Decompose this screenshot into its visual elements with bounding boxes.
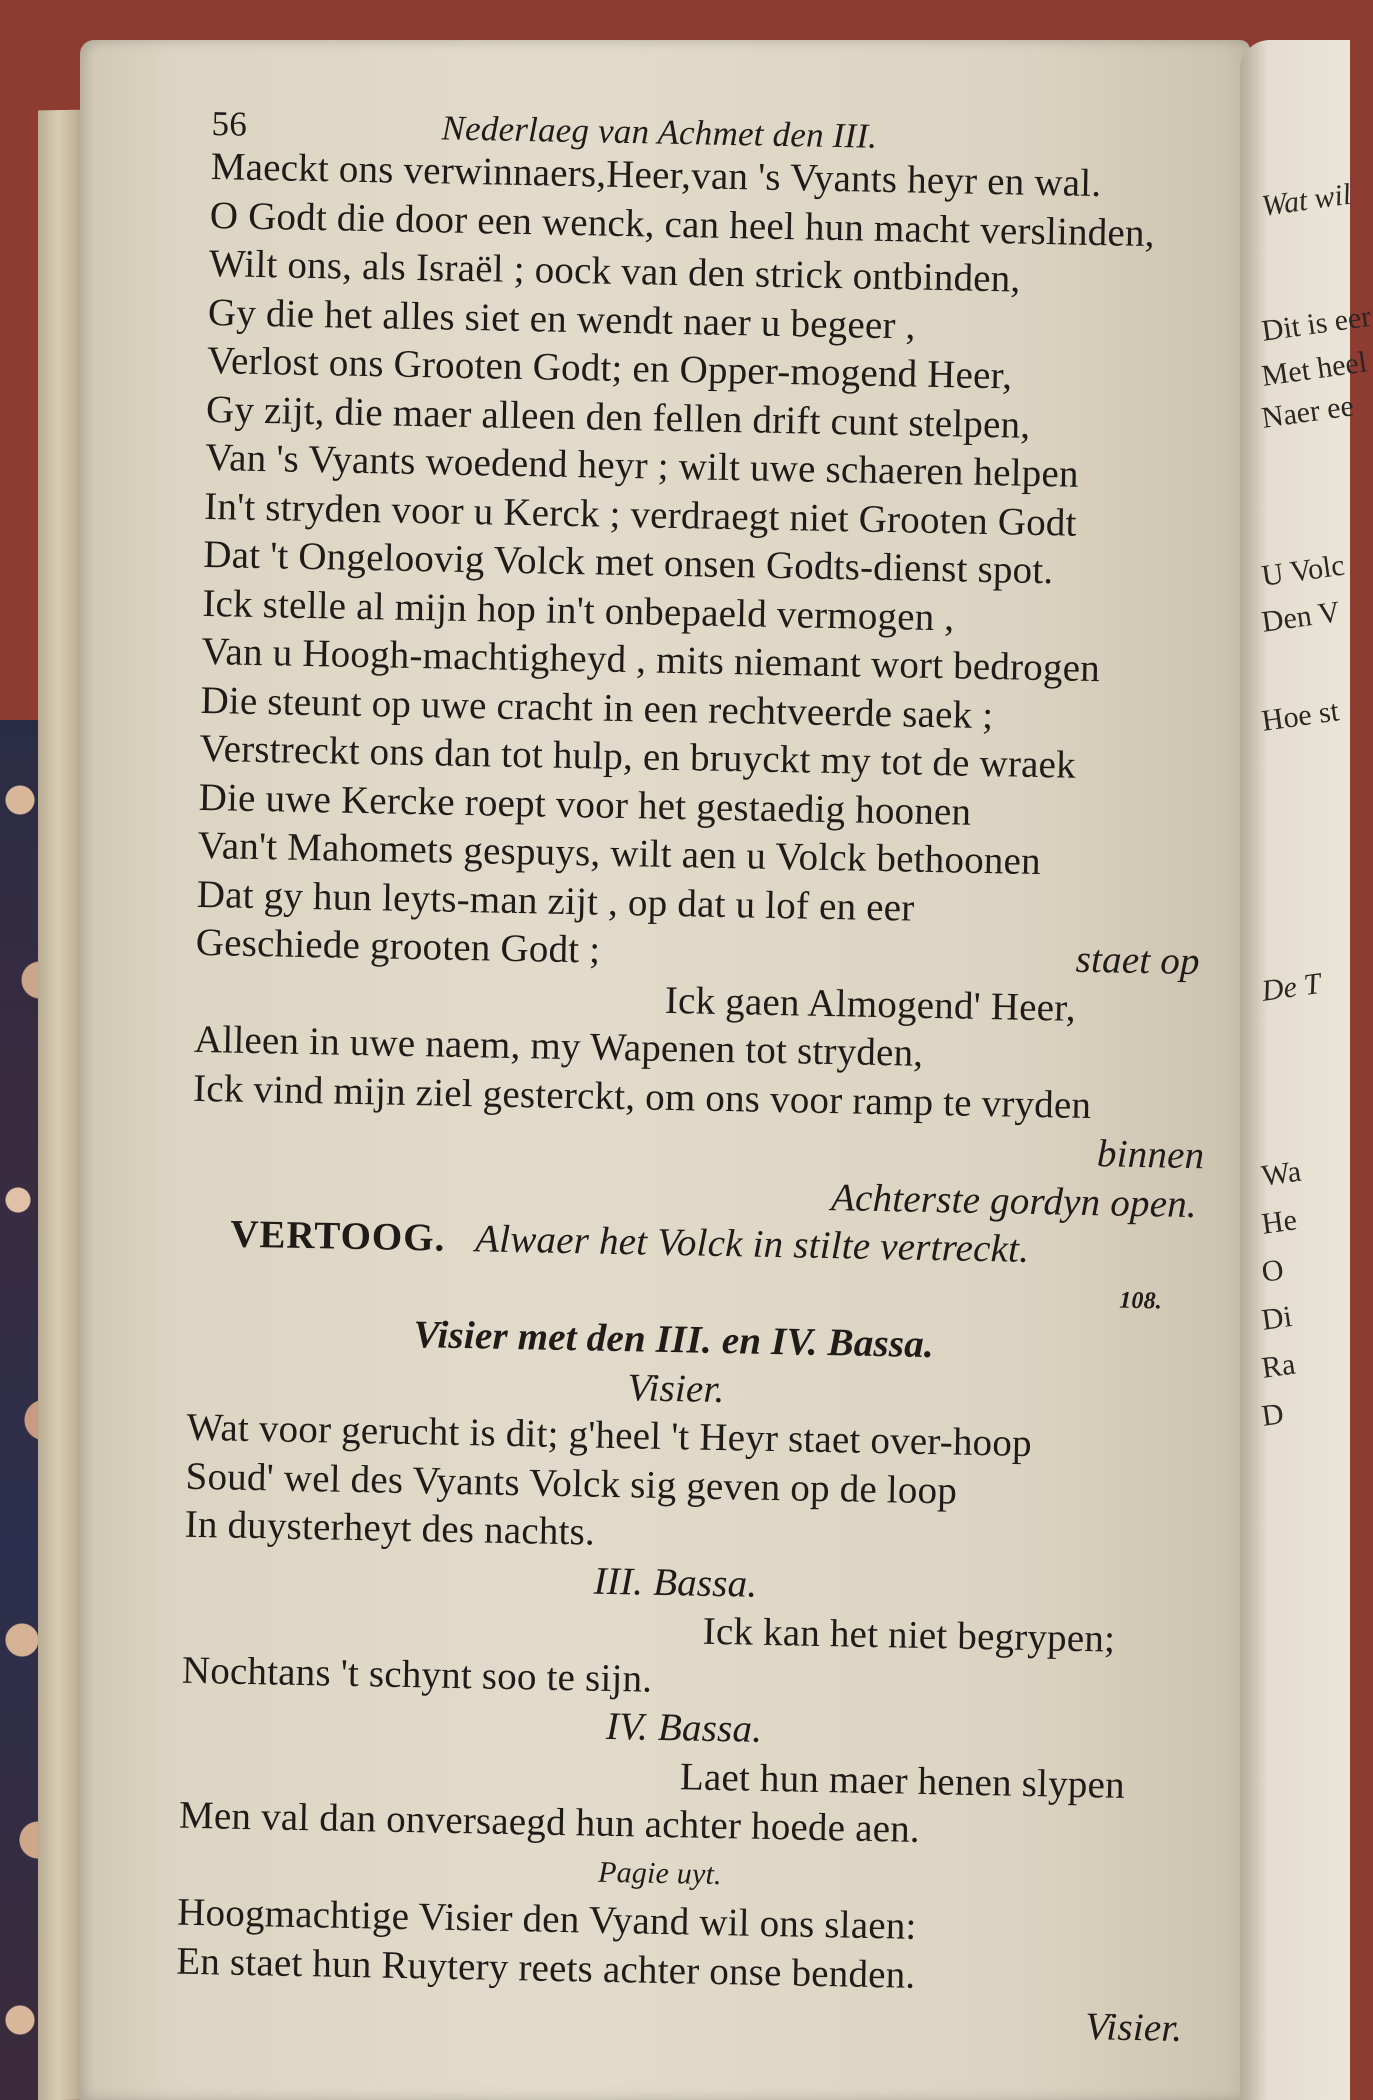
verse-line: In't stryden voor u Kerck ; verdraegt niet Grooten Godt <box>203 484 1078 545</box>
speaker-name: III. Bassa. <box>593 1559 758 1606</box>
speech-line: Hoogmachtige Visier den Vyand wil ons slaen: <box>176 1890 917 1948</box>
stage-direction: staet op <box>1075 937 1201 984</box>
verse-line: Dat 't Ongeloovig Volck met onsen Godts-dienst spot. <box>202 532 1054 593</box>
page-number: 56 <box>211 104 248 144</box>
facing-line: O <box>1259 1253 1286 1289</box>
verse-text: Ick gaen Almogend' Heer, <box>664 978 1077 1030</box>
verse-line: Van 's Vyants woedend heyr ; wilt uwe schaeren helpen <box>204 435 1080 496</box>
verse-line: Maeckt ons verwinnaers,Heer,van 's Vyants heyr en wal. <box>210 144 1102 206</box>
marginal-mark: 108. <box>1118 1287 1163 1314</box>
facing-line: Wa <box>1259 1154 1304 1193</box>
facing-line: Hoe st <box>1259 694 1341 738</box>
verse-line: Alleen in uwe naem, my Wapenen tot stryden, <box>193 1017 924 1075</box>
facing-line: Den V <box>1259 595 1343 639</box>
scene-heading: Visier met den III. en IV. Bassa. <box>413 1313 935 1367</box>
verse-line: Gy die het alles siet en wendt naer u begeer , <box>207 290 916 348</box>
speaker-name: IV. Bassa. <box>605 1704 763 1751</box>
verse-text: Geschiede grooten Godt ; <box>195 920 601 972</box>
verse-line: Ick stelle al mijn hop in't onbepaeld vermogen , <box>202 581 955 639</box>
running-head: Nederlaeg van Achmet den III. <box>441 108 878 156</box>
stage-direction: binnen <box>1096 1132 1205 1178</box>
speech-text: Ick kan het niet begrypen; <box>702 1609 1116 1661</box>
stage-direction: Achterste gordyn open. <box>830 1175 1198 1226</box>
verse-line: Wilt ons, als Israël ; oock van den strick ontbinden, <box>208 241 1021 301</box>
verse-line: Van't Mahomets gespuys, wilt aen u Volck bethoonen <box>197 823 1042 884</box>
facing-line: Met heel <box>1259 345 1369 393</box>
tableau-text: Alwaer het Volck in stilte vertreckt. <box>474 1217 1030 1271</box>
facing-line: Ra <box>1259 1347 1298 1385</box>
facing-line: U Volc <box>1259 548 1347 593</box>
speech-line: Soud' wel des Vyants Volck sig geven op de loop <box>185 1454 958 1513</box>
speech-text: Laet hun maer henen slypen <box>679 1754 1126 1807</box>
facing-line: Dit is eer <box>1259 299 1373 348</box>
facing-line: He <box>1259 1203 1299 1241</box>
tableau-label: VERTOOG. <box>229 1212 446 1260</box>
verse-line: Ick vind mijn ziel gesterckt, om ons voor ramp te vryden <box>192 1066 1092 1127</box>
facing-line: De T <box>1259 966 1323 1008</box>
speaker-name: Visier. <box>627 1365 725 1411</box>
speech-line: Wat voor gerucht is dit; g'heel 't Heyr staet over-hoop <box>186 1405 1033 1465</box>
verse-line: O Godt die door een wenck, can heel hun macht verslinden, <box>209 193 1156 255</box>
facing-line: Wat wil <box>1259 177 1354 223</box>
page-text <box>175 105 1232 2054</box>
verse-line: Van u Hoogh-machtigheyd , mits niemant wort bedrogen <box>201 629 1101 691</box>
verse-line: Verlost ons Grooten Godt; en Opper-mogend Heer, <box>206 338 1013 398</box>
stage-direction: Pagie uyt. <box>597 1855 723 1891</box>
speech-line: Nochtans 't schynt soo te sijn. <box>181 1648 653 1701</box>
speech-line: In duysterheyt des nachts. <box>184 1502 596 1554</box>
verse-line: Die uwe Kercke roept voor het gestaedig hoonen <box>198 775 972 834</box>
facing-page <box>1240 40 1373 2100</box>
verse-line: Gy zijt, die maer alleen den fellen drift cunt stelpen, <box>205 387 1031 447</box>
facing-line: D <box>1259 1397 1286 1433</box>
verse-line: Verstreckt ons dan tot hulp, en bruyckt my tot de wraek <box>199 726 1077 787</box>
speech-line: En staet hun Ruytery reets achter onse benden. <box>175 1939 916 1997</box>
facing-line: Di <box>1259 1299 1294 1337</box>
verse-line: Die steunt op uwe cracht in een rechtveerde saek ; <box>200 678 994 737</box>
verse-line: Dat gy hun leyts-man zijt , op dat u lof en eer <box>196 872 915 930</box>
facing-line: Naer ee <box>1259 389 1356 435</box>
speech-line: Men val dan onversaegd hun achter hoede aen. <box>178 1793 921 1851</box>
catchword: Visier. <box>1084 2005 1183 2050</box>
